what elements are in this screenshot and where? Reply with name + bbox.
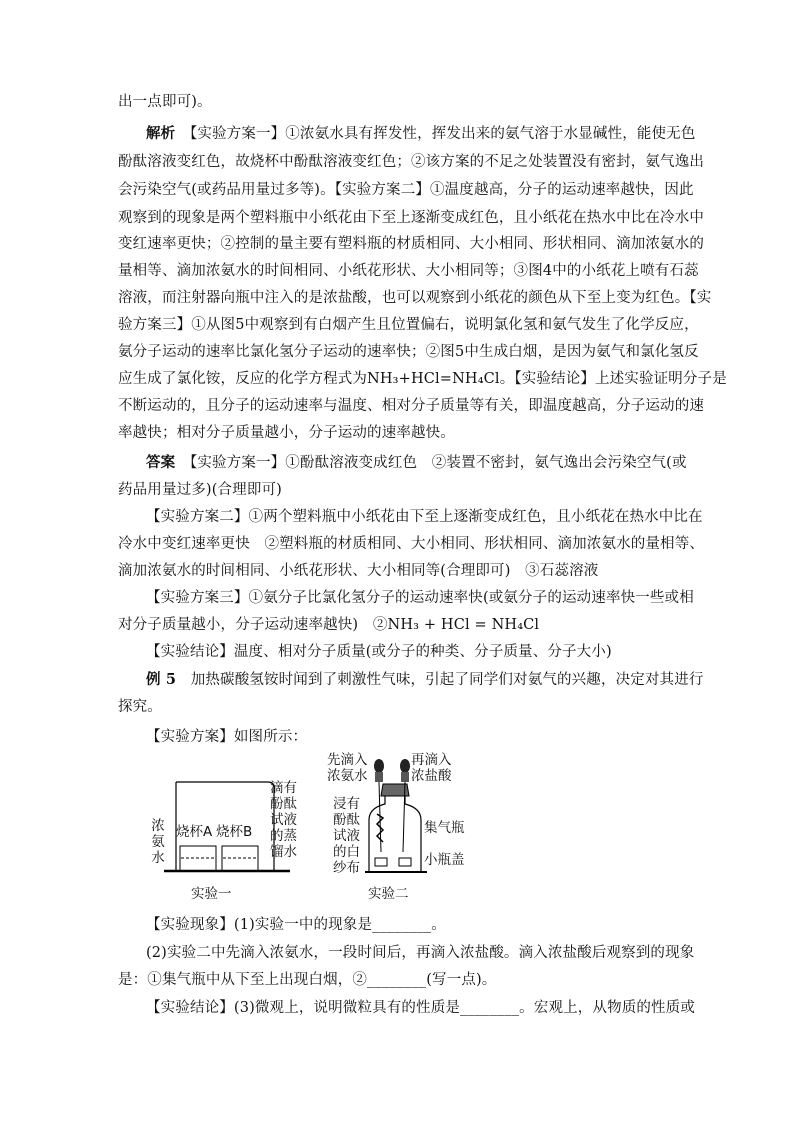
text-line: 溶液，而注射器向瓶中注入的是浓盐酸，也可以观察到小纸花的颜色从下至上变为红色。【实	[118, 290, 712, 306]
small-cap-label: 小瓶盖	[424, 852, 465, 868]
text-line: 【实验结论】温度、相对分子质量(或分子的种类、分子质量、分子大小)	[146, 644, 612, 660]
example-line	[146, 670, 704, 690]
beaker-a-label: 烧杯A	[176, 824, 213, 840]
text-line: 对分子质量越小，分子运动速率越快) ②NH₃ + HCl = NH₄Cl	[118, 617, 540, 633]
text-line: 会污染空气(或药品用量过多等)。【实验方案二】①温度越高，分子的运动速率越快，因此	[118, 182, 694, 198]
analysis-line	[146, 124, 696, 144]
text-line: 验方案三】①从图5中观察到有白烟产生且位置偏右，说明氯化氢和氨气发生了化学反应，	[118, 317, 699, 333]
text-line: 是：①集气瓶中从下至上出现白烟，②________(写一点)。	[118, 972, 497, 988]
text-line: 探究。	[118, 699, 162, 715]
text-span: 加热碳酸氢铵时闻到了刺激性气味，引起了同学们对氨气的兴趣，决定对其进行	[190, 672, 704, 688]
analysis-label: 解析	[146, 125, 176, 142]
beaker-b-label: 烧杯B	[216, 824, 253, 840]
text-line: 【实验方案】如图所示：	[146, 729, 308, 745]
drop-hcl-then-label: 再滴入浓盐酸	[411, 752, 452, 784]
text-line: 不断运动的，且分子的运动速率与温度、相对分子质量等有关，即温度越高，分子运动的速	[118, 398, 704, 414]
answer-label: 答案	[146, 454, 176, 471]
phenolphthalein-water-label: 滴有酚酞试液的蒸馏水	[270, 780, 297, 860]
text-line: 观察到的现象是两个塑料瓶中小纸花由下至上逐渐变成红色，且小纸花在热水中比在冷水中	[118, 210, 704, 226]
text-line: 变红速率更快；②控制的量主要有塑料瓶的材质相同、大小相同、形状相同、滴加浓氨水的	[118, 236, 704, 252]
example-label: 例 5	[146, 671, 177, 688]
text-line: 滴加浓氨水的时间相同、小纸花形状、大小相同等(合理即可) ③石蕊溶液	[118, 563, 599, 579]
text-line: 冷水中变红速率更快 ②塑料瓶的材质相同、大小相同、形状相同、滴加浓氨水的量相等、	[118, 536, 704, 552]
text-line: 氨分子运动的速率比氯化氢分子运动的速率快；②图5中生成白烟，是因为氨气和氯化氢反	[118, 344, 699, 360]
text-line: (2)实验二中先滴入浓氨水，一段时间后，再滴入浓盐酸。滴入浓盐酸后观察到的现象	[146, 945, 695, 961]
gauze-label: 浸有酚酞试液的白纱布	[333, 796, 360, 876]
text-line: 【实验现象】(1)实验一中的现象是________。	[146, 917, 446, 933]
ammonia-label: 浓氨水	[151, 818, 165, 866]
answer-line	[146, 453, 687, 473]
text-span: 【实验方案一】①酚酞溶液变成红色 ②装置不密封，氨气逸出会污染空气(或	[189, 455, 687, 471]
text-line: 酚酞溶液变红色，故烧杯中酚酞溶液变红色；②该方案的不足之处装置没有密封，氨气逸出	[118, 154, 704, 170]
text-line: 【实验方案三】①氨分子比氯化氢分子的运动速率快(或氨分子的运动速率快一些或相	[146, 590, 694, 606]
experiment-one-caption: 实验一	[191, 886, 232, 902]
drop-ammonia-first-label: 先滴入浓氨水	[327, 752, 368, 784]
text-line: 出一点即可)。	[118, 94, 212, 110]
gas-bottle-label: 集气瓶	[424, 820, 465, 836]
text-line: 药品用量过多)(合理即可)	[118, 482, 282, 498]
text-line: 率越快；相对分子质量越小，分子运动的速率越快。	[118, 425, 455, 441]
text-line: 量相等、滴加浓氨水的时间相同、小纸花形状、大小相同等；③图4中的小纸花上喷有石蕊	[118, 263, 699, 279]
experiment-two-caption: 实验二	[368, 886, 409, 902]
text-span: 【实验方案一】①浓氨水具有挥发性，挥发出来的氨气溶于水显碱性，能使无色	[189, 126, 696, 142]
text-line: 【实验结论】(3)微观上，说明微粒具有的性质是________。宏观上，从物质的性质或	[146, 1000, 695, 1016]
text-line: 应生成了氯化铵，反应的化学方程式为NH₃+HCl=NH₄Cl。【实验结论】上述实验证明分子是	[118, 371, 727, 387]
text-line: 【实验方案二】①两个塑料瓶中小纸花由下至上逐渐变成红色，且小纸花在热水中比在	[146, 509, 703, 525]
